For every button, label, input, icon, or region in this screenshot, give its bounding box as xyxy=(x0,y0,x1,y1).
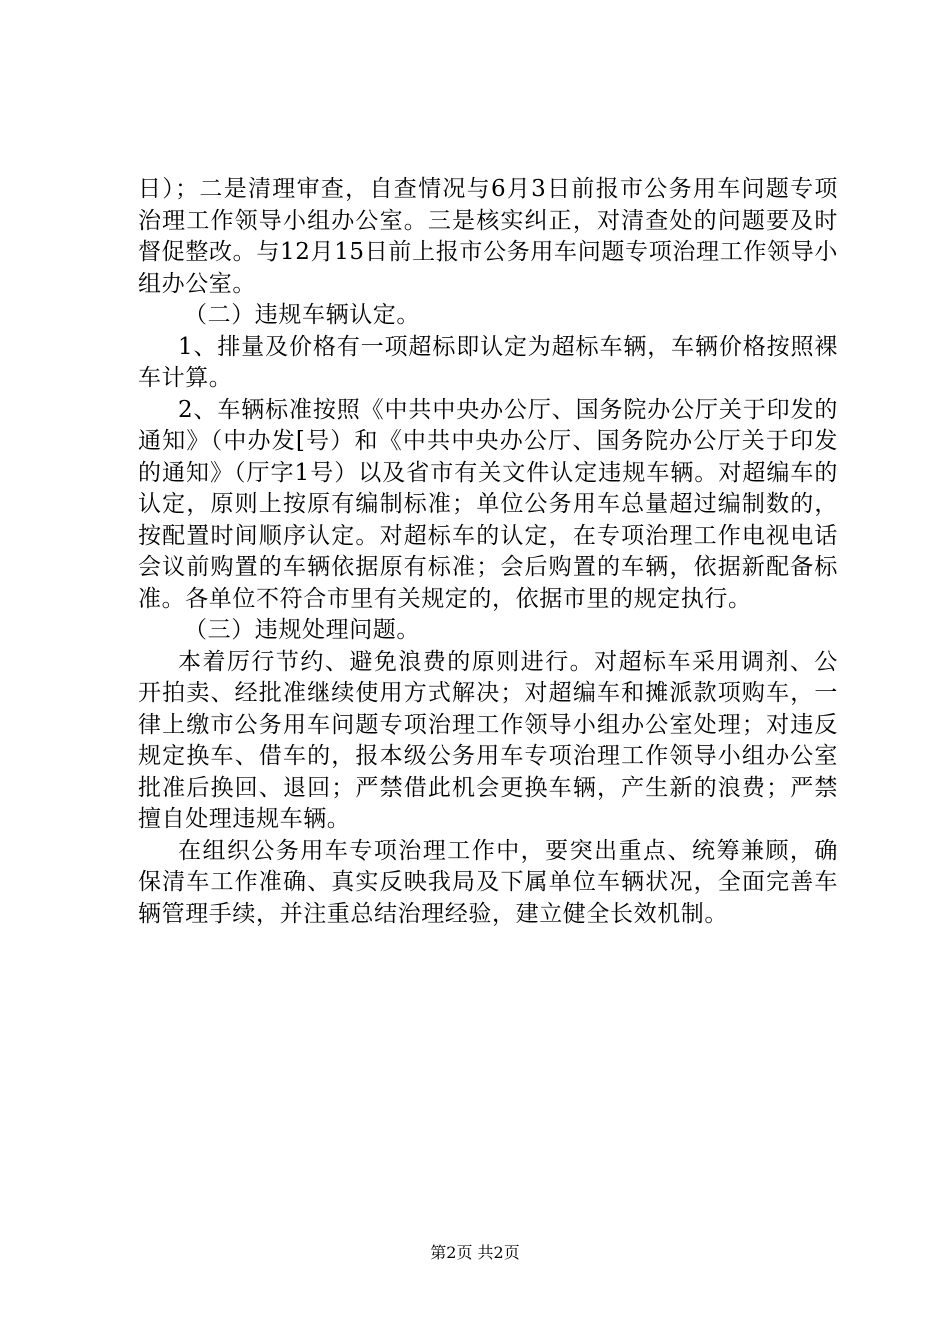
paragraph-continuation: 日）；二是清理审查，自查情况与6月3日前报市公务用车问题专项治理工作领导小组办公室。三是核实纠正，对清查处的问题要及时督促整改。与12月15日前上报市公务用车问题专项治理工作领导小组办公室。 xyxy=(138,176,838,297)
paragraph-handling-principles: 本着厉行节约、避免浪费的原则进行。对超标车采用调剂、公开拍卖、经批准继续使用方式解决；对超编车和摊派款项购车，一律上缴市公务用车问题专项治理工作领导小组办公室处理；对违反规定换车、借车的，报本级公务用车专项治理工作领导小组办公室批准后换回、退回；严禁借此机会更换车辆，产生新的浪费；严禁擅自处理违规车辆。 xyxy=(138,648,838,832)
page-number-label: 第2页 共2页 xyxy=(430,1243,520,1262)
paragraph-conclusion: 在组织公务用车专项治理工作中，要突出重点、统筹兼顾，确保清车工作准确、真实反映我局及下属单位车辆状况，全面完善车辆管理手续，并注重总结治理经验，建立健全长效机制。 xyxy=(138,837,838,927)
section-heading-violation-handling: （三）违规处理问题。 xyxy=(184,617,420,643)
page-footer xyxy=(0,1243,950,1263)
paragraph-item-1: 1、排量及价格有一项超标即认定为超标车辆，车辆价格按照裸车计算。 xyxy=(138,333,838,391)
document-body xyxy=(138,174,838,930)
paragraph-item-2: 2、车辆标准按照《中共中央办公厅、国务院办公厅关于印发的通知》（中办发[号）和《中共中央办公厅、国务院办公厅关于印发的通知》（厅字1号）以及省市有关文件认定违规车辆。对超编车的认定，原则上按原有编制标准；单位公务用车总量超过编制数的，按配置时间顺序认定。对超标车的认定，在专项治理工作电视电话会议前购置的车辆依据原有标准；会后购置的车辆，依据新配备标准。各单位不符合市里有关规定的，依据市里的规定执行。 xyxy=(138,396,838,612)
section-heading-violation-vehicle-identification: （二）违规车辆认定。 xyxy=(184,302,420,328)
